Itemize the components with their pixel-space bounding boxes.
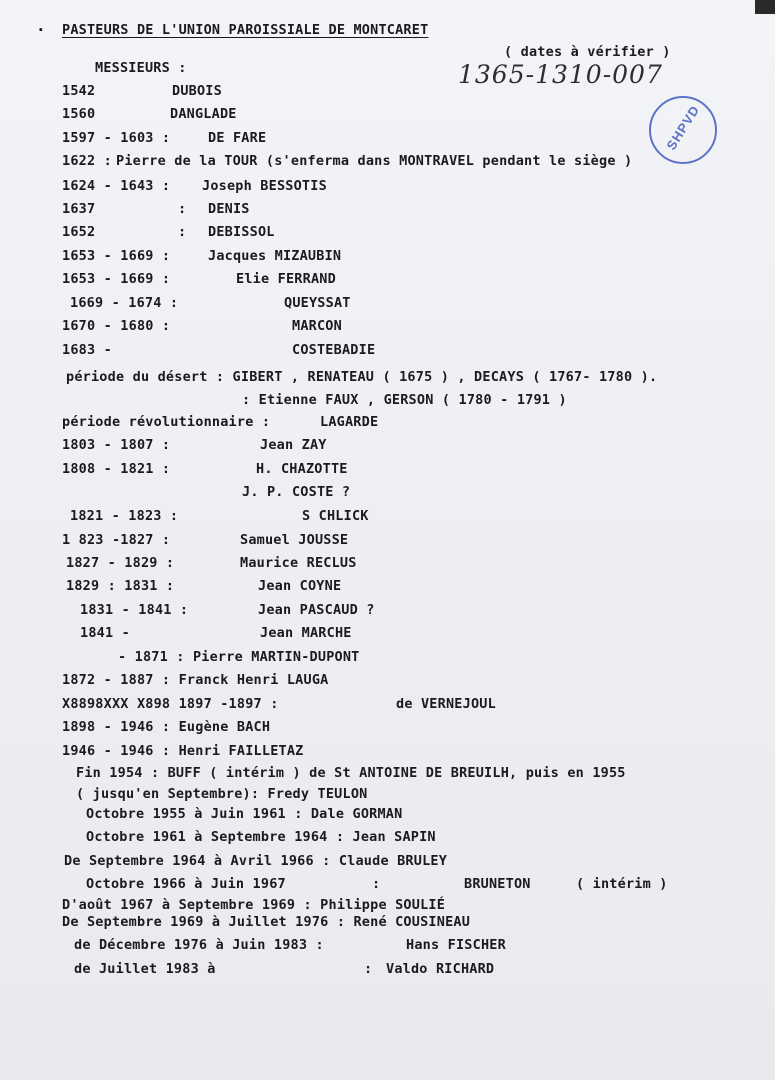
entry-name: QUEYSSAT (284, 295, 351, 311)
tick-mark: · (36, 20, 46, 39)
entry-year: 1829 : 1831 : (66, 578, 175, 594)
entry-line: D'août 1967 à Septembre 1969 : Philippe SOULIÉ (62, 897, 446, 913)
entry-line: De Septembre 1964 à Avril 1966 : Claude BRULEY (64, 853, 448, 869)
entry-year: 1683 - (62, 342, 112, 358)
entry-name: Jacques MIZAUBIN (208, 248, 342, 264)
entry-period: de Juillet 1983 à (74, 961, 216, 977)
entry-line: Octobre 1961 à Septembre 1964 : Jean SAPIN (86, 829, 436, 845)
entry-name: Valdo RICHARD (386, 961, 495, 977)
entry-year: 1803 - 1807 : (62, 437, 171, 453)
entry-name: DANGLADE (170, 106, 237, 122)
entry-name: Maurice RECLUS (240, 555, 357, 571)
entry-name: Jean MARCHE (260, 625, 352, 641)
entry-name: de VERNEJOUL (396, 696, 496, 712)
document-title: PASTEURS DE L'UNION PAROISSIALE DE MONTCARET (62, 22, 429, 38)
stamp-label: SHPVD (663, 102, 703, 153)
scan-corner (755, 0, 775, 14)
entry-year: 1841 - (80, 625, 130, 641)
entry-year: 1669 - 1674 : (70, 295, 179, 311)
entry-year: 1808 - 1821 : (62, 461, 171, 477)
entry-name: Jean COYNE (258, 578, 342, 594)
entry-year: 1652 (62, 224, 96, 240)
entry-line: - 1871 : Pierre MARTIN-DUPONT (118, 649, 360, 665)
entry-colon: : (178, 224, 187, 240)
entry-name: DE FARE (208, 130, 267, 146)
entry-colon: : (364, 961, 373, 977)
entry-name: LAGARDE (320, 414, 379, 430)
entry-line: De Septembre 1969 à Juillet 1976 : René COUSINEAU (62, 914, 471, 930)
entry-year: 1637 (62, 201, 96, 217)
revolution-period-label: période révolutionnaire : (62, 414, 271, 430)
entry-name: MARCON (292, 318, 342, 334)
entry-year: 1831 - 1841 : (80, 602, 189, 618)
desert-period-line: période du désert : GIBERT , RENATEAU ( 1675 ) , DECAYS ( 1767- 1780 ). (66, 369, 658, 385)
entry-name: Hans FISCHER (406, 937, 506, 953)
entry-name: DENIS (208, 201, 250, 217)
entry-name: S CHLICK (302, 508, 369, 524)
handwritten-reference: 1365-1310-007 (458, 60, 663, 89)
entry-name: J. P. COSTE ? (242, 484, 351, 500)
entry-name: H. CHAZOTTE (256, 461, 348, 477)
entry-year: 1827 - 1829 : (66, 555, 175, 571)
entry-name: COSTEBADIE (292, 342, 376, 358)
entry-line: Fin 1954 : BUFF ( intérim ) de St ANTOINE DE BREUILH, puis en 1955 (76, 765, 626, 781)
entry-name: DUBOIS (172, 83, 222, 99)
entry-year-struck: X8898XXX X898 1897 -1897 : (62, 696, 279, 712)
entry-year: 1 823 -1827 : (62, 532, 171, 548)
entry-year: 1670 - 1680 : (62, 318, 171, 334)
entry-note: ( intérim ) (576, 876, 668, 892)
entry-period: de Décembre 1976 à Juin 1983 : (74, 937, 324, 953)
entry-name: Jean PASCAUD ? (258, 602, 375, 618)
entry-colon: : (372, 876, 381, 892)
entry-period: Octobre 1966 à Juin 1967 (86, 876, 286, 892)
entry-year: 1653 - 1669 : (62, 248, 171, 264)
entry-line: 1872 - 1887 : Franck Henri LAUGA (62, 672, 329, 688)
entry-line: Octobre 1955 à Juin 1961 : Dale GORMAN (86, 806, 403, 822)
entry-year: 1542 (62, 83, 96, 99)
desert-period-continued: : Etienne FAUX , GERSON ( 1780 - 1791 ) (242, 392, 567, 408)
entry-line: 1946 - 1946 : Henri FAILLETAZ (62, 743, 304, 759)
entry-name: Joseph BESSOTIS (202, 178, 327, 194)
entry-name: BRUNETON (464, 876, 531, 892)
entry-name: Jean ZAY (260, 437, 327, 453)
entry-year: 1821 - 1823 : (70, 508, 179, 524)
entry-name: DEBISSOL (208, 224, 275, 240)
entry-year: 1622 : (62, 153, 112, 169)
entry-name: Elie FERRAND (236, 271, 336, 287)
entry-name: Samuel JOUSSE (240, 532, 349, 548)
messieurs-header: MESSIEURS : (95, 60, 187, 76)
entry-year: 1560 (62, 106, 96, 122)
entry-year: 1653 - 1669 : (62, 271, 171, 287)
entry-name: Pierre de la TOUR (s'enferma dans MONTRAVEL pendant le siège ) (116, 153, 633, 169)
entry-year: 1597 - 1603 : (62, 130, 171, 146)
entry-year: 1624 - 1643 : (62, 178, 171, 194)
entry-line: 1898 - 1946 : Eugène BACH (62, 719, 271, 735)
dates-note: ( dates à vérifier ) (504, 44, 671, 60)
shpvd-stamp (649, 96, 717, 164)
entry-line: ( jusqu'en Septembre): Fredy TEULON (76, 786, 368, 802)
entry-colon: : (178, 201, 187, 217)
